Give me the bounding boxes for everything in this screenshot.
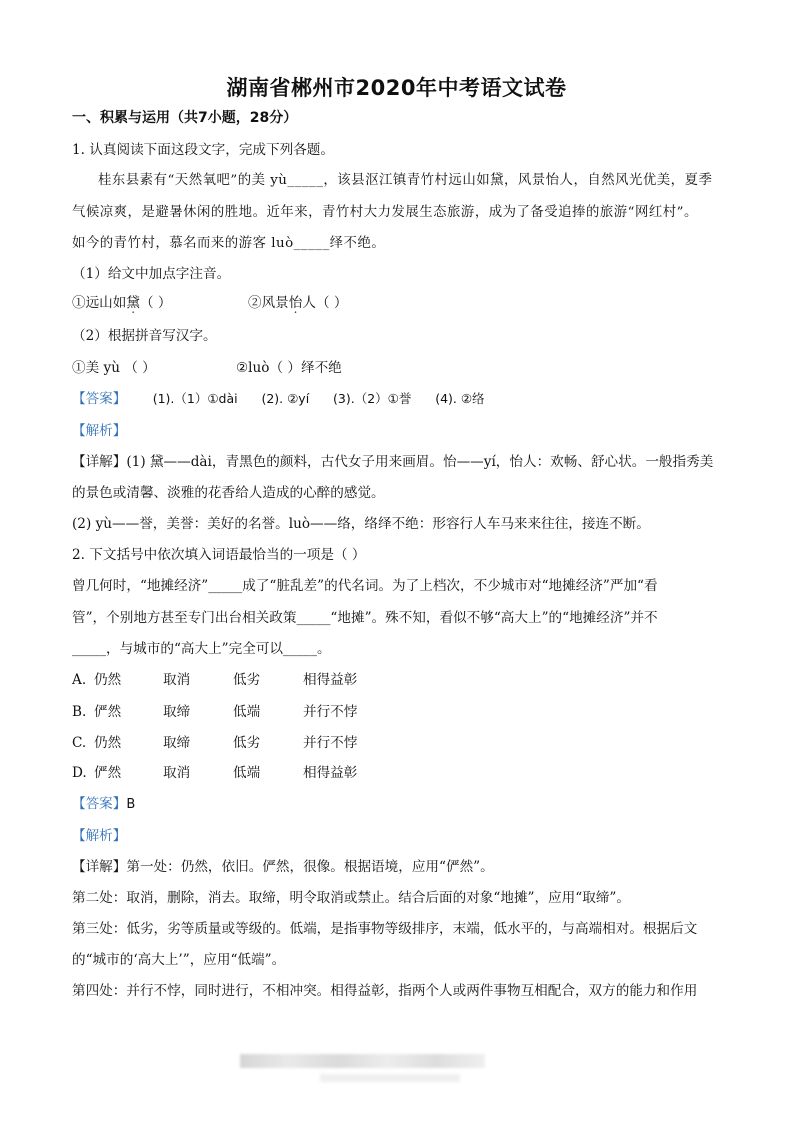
option-word: 俨然 (94, 704, 122, 720)
blurred-footer (320, 1074, 460, 1082)
question-1-passage-line: 桂东县素有“天然氧吧”的美 yù_____，该县沤江镇青竹村远山如黛，风景怡人，自然风光优美，夏季 (98, 173, 713, 188)
option-word: 低劣 (233, 672, 261, 688)
question-2-stem: 2. 下文括号中依次填入词语最恰当的一项是（ ） (72, 547, 366, 563)
answer-text: (1).（1）①dài (2). ②yí (3).（2）①誉 (4). ②络 (152, 391, 485, 406)
answer-label: 【答案】 (72, 796, 127, 812)
option-word: 并行不悖 (303, 704, 358, 720)
detail-line: 【详解】(1) 黛——dài，青黑色的颜料，古代女子用来画眉。怡——yí，怡人：欢畅、舒心状。一般指秀美 (72, 454, 714, 470)
option-word: 相得益彰 (303, 765, 358, 781)
question-2-passage-line: 曾几何时，“地摊经济”_____成了“脏乱差”的代名词。为了上档次，不少城市对“地摊经济”严加“看 (72, 578, 658, 594)
sub-question-1: （1）给文中加点字注音。 (72, 266, 231, 282)
option-word: 取缔 (163, 704, 191, 720)
option-word: 低端 (233, 704, 261, 720)
analysis-label: 【解析】 (72, 828, 127, 844)
answer-row (72, 389, 485, 409)
option-word: 低端 (233, 765, 261, 781)
detail-line: 第三处：低劣，劣等质量或等级的。低端，是指事物等级排序，末端，低水平的，与高端相对。根据后文 (72, 921, 698, 937)
blurred-footer (240, 1054, 485, 1068)
option-word: 取缔 (163, 735, 191, 751)
option-word: 俨然 (94, 765, 122, 781)
option-letter: D. (72, 765, 87, 781)
question-1-stem: 1. 认真阅读下面这段文字，完成下列各题。 (72, 142, 334, 158)
option-letter: A. (72, 672, 87, 688)
item-text: ②风景 (248, 295, 289, 311)
sub-question-1-items (248, 293, 347, 313)
question-1-passage-line: 气候凉爽，是避暑休闲的胜地。近年来，青竹村大力发展生态旅游，成为了备受追捧的旅游“网红村”。 (72, 205, 698, 220)
detail-line: 第二处：取消，删除，消去。取缔，明令取消或禁止。结合后面的对象“地摊”，应用“取缔”。 (72, 890, 630, 906)
option-word: 取消 (163, 765, 191, 781)
option-letter: C. (72, 735, 87, 751)
question-2-passage-line: 管”，个别地方甚至专门出台相关政策_____“地摊”。殊不知，看似不够“高大上”的“地摊经济”并不 (72, 610, 658, 626)
item-text: ①远山如 (72, 295, 127, 311)
dotted-char: 黛 (126, 295, 140, 311)
answer-text: B (126, 797, 136, 812)
option-word: 相得益彰 (303, 672, 358, 688)
item-text: 人（ ） (302, 295, 348, 311)
detail-line: (2) yù——誉，美誉：美好的名誉。luò——络，络绎不绝：形容行人车马来来往往，接连不断。 (72, 516, 650, 532)
option-word: 仍然 (94, 672, 122, 688)
option-word: 取消 (163, 672, 191, 688)
detail-line: 第四处：并行不悖，同时进行，不相冲突。相得益彰，指两个人或两件事物互相配合，双方的能力和作用 (72, 983, 698, 999)
sub-question-2-item: ①美 yù （ ） (72, 360, 156, 376)
option-letter: B. (72, 704, 87, 720)
option-word: 低劣 (233, 735, 261, 751)
detail-line: 的景色或清馨、淡雅的花香给人造成的心醉的感觉。 (72, 485, 385, 501)
analysis-label: 【解析】 (72, 423, 127, 439)
answer-blank: （ ） (139, 295, 172, 311)
detail-line: 【详解】第一处：仍然，依旧。俨然，很像。根据语境，应用“俨然”。 (72, 859, 494, 875)
question-2-passage-line: _____，与城市的“高大上”完全可以_____。 (72, 641, 331, 657)
option-word: 并行不悖 (303, 735, 358, 751)
section-heading: 一、积累与运用（共7小题，28分） (72, 110, 298, 126)
sub-question-1-items (72, 293, 171, 313)
dotted-char: 怡 (288, 295, 303, 311)
detail-line: 的“城市的‘高大上’”，应用“低端”。 (72, 952, 286, 968)
option-word: 仍然 (94, 735, 122, 751)
question-1-passage-line: 如今的青竹村，慕名而来的游客 luò_____绎不绝。 (72, 236, 386, 251)
answer-label: 【答案】 (72, 391, 127, 407)
sub-question-2-item: ②luò（ ）绎不绝 (236, 360, 342, 376)
answer-row (72, 794, 135, 815)
sub-question-2: （2）根据拼音写汉字。 (72, 328, 217, 344)
page-title: 湖南省郴州市2020年中考语文试卷 (226, 76, 567, 100)
